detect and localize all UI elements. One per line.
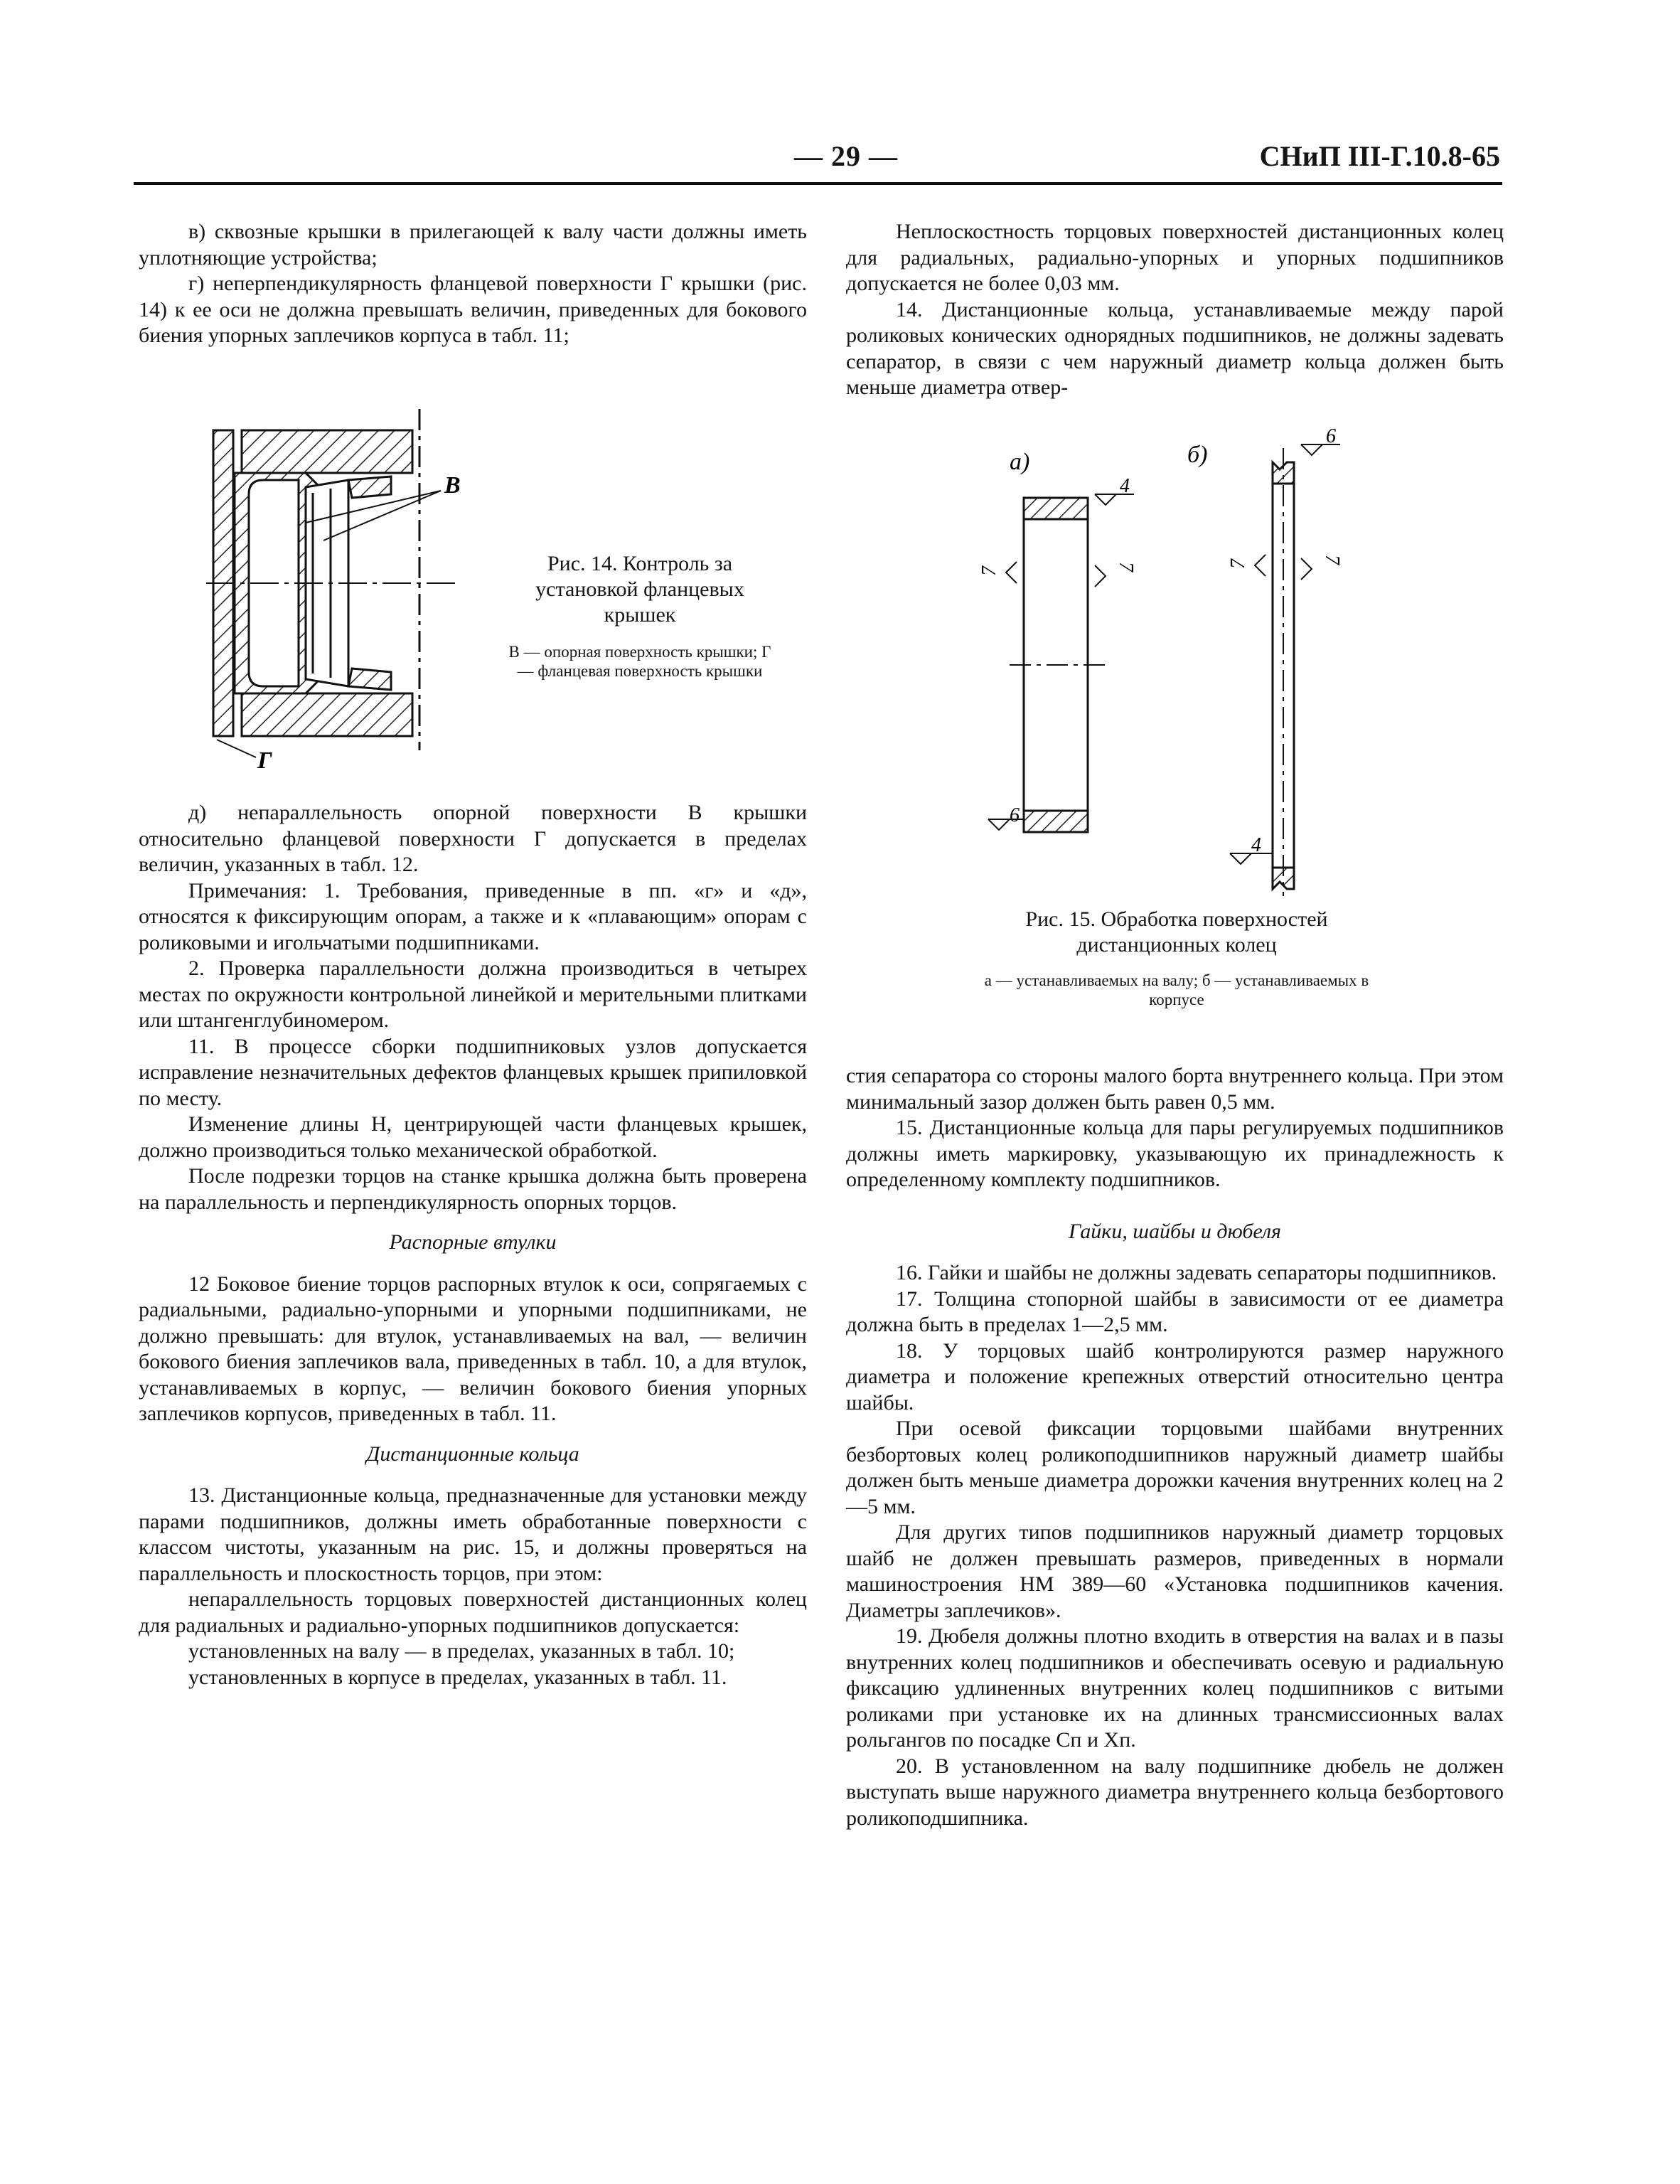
figure-14-caption: [505, 551, 775, 681]
paragraph-d: д) непараллельность опорной поверхности В крышки относительно фланцевой поверхности Г допускается в пределах величин, указанных в табл. 12.: [139, 801, 807, 876]
paragraph-13b: непараллельность торцовых поверхностей дистанционных колец для радиальных и радиально-упорных подшипников допускается:: [139, 1587, 807, 1637]
finish-mark-6a: 6: [1010, 804, 1020, 826]
finish-mark-6b: 6: [1326, 425, 1336, 447]
figure-15-drawing: [978, 425, 1393, 896]
paragraph-15: 15. Дистанционные кольца для пары регулируемых подшипников должны иметь маркировку, указывающую их принадлежность к определенному комплекту подшипников.: [846, 1116, 1504, 1191]
figure-14-legend: В — опорная поверхность крышки; Г — фланцевая поверхность крышки: [508, 643, 771, 680]
figure-15-caption: [974, 907, 1379, 1009]
paragraph-11b: Изменение длины Н, центрирующей части фланцевых крышек, должно производиться только механической обработкой.: [139, 1112, 807, 1162]
paragraph-13d: установленных в корпусе в пределах, указанных в табл. 11.: [188, 1665, 727, 1689]
finish-mark-4: 4: [1120, 475, 1130, 497]
right-main-text: [846, 1063, 1504, 1831]
note-1: Примечания: 1. Требования, приведенные в пп. «г» и «д», относятся к фиксирующим опорам, а также и к «плавающим» опорам с роликовыми и игольчатыми подшипниками.: [139, 878, 807, 954]
figure-14-drawing: [206, 409, 476, 779]
paragraph-v: в) сквозные крышки в прилегающей к валу части должны иметь уплотняющие устройства;: [139, 220, 807, 270]
paragraph-17: 17. Толщина стопорной шайбы в зависимости от ее диаметра должна быть в пределах 1—2,5 мм.: [846, 1287, 1504, 1336]
figure-14-label-g: Г: [257, 747, 272, 774]
paragraph-11: 11. В процессе сборки подшипниковых узлов допускается исправление незначительных дефектов фланцевых крышек припиловкой по месту.: [139, 1034, 807, 1110]
paragraph-18b: При осевой фиксации торцовыми шайбами внутренних безбортовых колец роликоподшипников наружный диаметр шайбы должен быть меньше диаметра дорожки качения внутренних колец на 2—5 мм.: [846, 1417, 1504, 1518]
paragraph-12: 12 Боковое биение торцов распорных втулок к оси, сопрягаемых с радиальными, радиально-упорными и упорными подшипниками, не должно превышать: для втулок, устанавливаемых на вал, — величин бокового биения заплечиков вала, приведенных в табл. 10, а для втулок, устанавливаемых в корпус, — величин бокового биения упорных заплечиков корпусов, приведенных в табл. 11.: [139, 1272, 807, 1425]
right-top-text: [846, 219, 1504, 401]
figure-14-label-b: В: [444, 472, 461, 499]
figure-15-legend: а — устанавливаемых на валу; б — устанавливаемых в корпусе: [984, 971, 1369, 1008]
document-code: СНиП III-Г.10.8-65: [1259, 140, 1500, 172]
paragraph-18c: Для других типов подшипников наружный диаметр торцовых шайб не должен превышать размеров, приведенных в нормали машиностроения НМ 389—60 «Установка подшипников качения. Диаметры заплечиков».: [846, 1520, 1504, 1622]
paragraph-20: 20. В установленном на валу подшипнике дюбель не должен выступать выше наружного диаметра внутреннего кольца безбортового роликоподшипника.: [846, 1754, 1504, 1830]
finish-mark-7b: 7: [1115, 562, 1137, 572]
paragraph-19: 19. Дюбеля должны плотно входить в отверстия на валах и в пазы внутренних колец подшипников и обеспечивать осевую и радиальную фиксацию удлиненных внутренних колец подшипников с витыми роликами при установке их на длинных трансмиссионных валах рольгангов по посадке Сп и Хп.: [846, 1624, 1504, 1752]
note-2: 2. Проверка параллельности должна производиться в четырех местах по окружности контрольной линейкой и мерительными плитками или штангенглубиномером.: [139, 957, 807, 1032]
paragraph-16: 16. Гайки и шайбы не должны задевать сепараторы подшипников.: [896, 1261, 1497, 1284]
page-number: — 29 —: [794, 140, 898, 172]
finish-mark-7a: 7: [978, 566, 1000, 576]
paragraph-flatness: Неплоскостность торцовых поверхностей дистанционных колец для радиальных, радиально-упорных и упорных подшипников допускается не более 0,03 мм.: [846, 220, 1504, 295]
figure-15-title: Рис. 15. Обработка поверхностей дистанционных колец: [1025, 907, 1328, 957]
finish-mark-7d: 7: [1321, 555, 1343, 565]
section-heading-nuts: Гайки, шайбы и дюбеля: [1068, 1219, 1282, 1243]
figure-14-title: Рис. 14. Контроль за установкой фланцевых крышек: [535, 552, 744, 627]
paragraph-14: 14. Дистанционные кольца, устанавливаемые между парой роликовых конических однорядных подшипников, не должны задевать сепаратор, в связи с чем наружный диаметр кольца должен быть меньше диаметра отвер-: [846, 297, 1504, 399]
paragraph-18: 18. У торцовых шайб контролируются размер наружного диаметра и положение крепежных отверстий относительно центра шайбы.: [846, 1338, 1504, 1415]
paragraph-g: г) неперпендикулярность фланцевой поверхности Г крышки (рис. 14) к ее оси не должна превышать величин, приведенных для бокового биения упорных заплечиков корпуса в табл. 11;: [139, 272, 807, 347]
section-heading-distance-rings: Дистанционные кольца: [366, 1442, 579, 1466]
figure-15-label-a: а): [1010, 449, 1030, 475]
figure-15-label-b: б): [1187, 442, 1208, 468]
finish-mark-7c: 7: [1227, 559, 1249, 569]
finish-mark-4b: 4: [1251, 834, 1261, 856]
left-main-text: [139, 800, 807, 1690]
paragraph-13c: установленных на валу — в пределах, указанных в табл. 10;: [188, 1639, 735, 1663]
paragraph-13: 13. Дистанционные кольца, предназначенные для установки между парами подшипников, должны иметь обработанные поверхности с классом чистоты, указанным на рис. 15, и должны проверяться на параллельность и плоскостность торцов, при этом:: [139, 1483, 807, 1585]
left-top-text: [139, 219, 807, 349]
section-heading-spacers: Распорные втулки: [389, 1230, 557, 1254]
paragraph-11c: После подрезки торцов на станке крышка должна быть проверена на параллельность и перпендикулярность опорных торцов.: [139, 1164, 807, 1214]
header-rule: [134, 182, 1502, 185]
paragraph-14-continued: стия сепаратора со стороны малого борта внутреннего кольца. При этом минимальный зазор должен быть равен 0,5 мм.: [846, 1064, 1504, 1114]
